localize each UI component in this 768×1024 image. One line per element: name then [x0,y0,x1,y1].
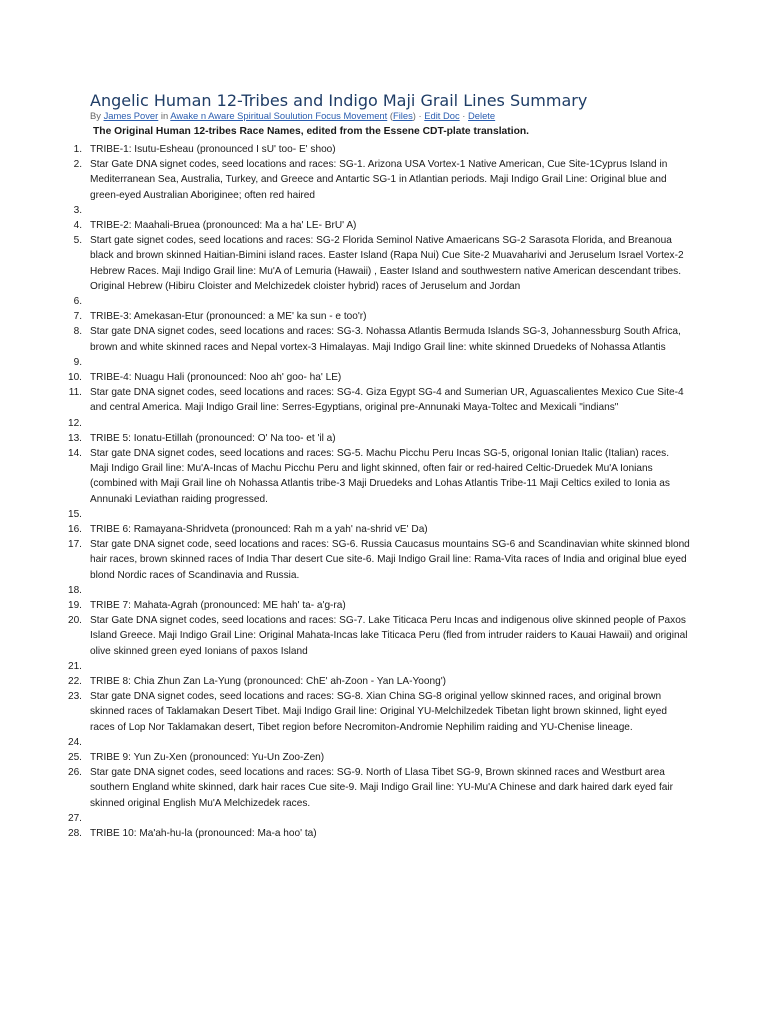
list-item [50,811,690,826]
list-item [50,674,690,689]
list-item-text: TRIBE 10: Ma'ah-hu-la (pronounced: Ma-a hoo' ta) [90,828,317,839]
list-item-number: 11. [68,387,82,399]
list-item-number: 13. [67,432,82,444]
byline-in: in [160,110,169,121]
list-item-text: Start gate signet codes, seed locations and races: SG-2 Florida Seminol Native Amaericans SG-2 Sarasota Florida, and Breanoua black and brown skinned Haitian-Bimini island races. Easter Island (Rapa Nui) Cue Site-2 Muavaharivi and Jeruselum Israel Vortex-2 Hebrew Races. Maji Indigo Grail line: Mu'A of Lemuria (Hawaii) , Easter Island and southwestern native American descendant tribes. Original Hebrew (Hibiru Cloister and Melchizedek cloister hybrid) races of Jeruselum and Jordan [90,235,684,292]
list-item-number: 7. [73,311,82,323]
byline-by: By [90,110,101,121]
list-item [50,583,690,598]
list-item-number: 20. [67,615,82,627]
list-item-text: Star gate DNA signet code, seed locations and races: SG-6. Russia Caucasus mountains SG-6 and Scandinavian white skinned blond hair races, brown skinned races of India Thar desert Cue site-6. Maji Indigo Grail line: Rama-Vita races of India and original blue eyed blond Nordic races of Scandinavia and Russia. [90,539,690,581]
list-item-number: 23. [67,691,82,703]
list-item [50,537,690,583]
list-item [50,324,690,354]
list-item-number: 1. [73,144,82,155]
list-item [50,446,690,507]
list-item [50,598,690,613]
list-item [50,157,690,203]
list-item-text: TRIBE-2: Maahali-Bruea (pronounced: Ma a ha' LE- BrU' A) [90,220,357,231]
list-item [50,416,690,431]
list-item-number: 8. [73,326,82,338]
author-link[interactable]: James Pover [103,110,159,121]
list-item-number: 17. [67,539,82,551]
list-item-text: TRIBE 8: Chia Zhun Zan La-Yung (pronounced: ChE' ah-Zoon - Yan LA-Yoong') [90,676,447,687]
list-item [50,522,690,537]
delete-link[interactable]: Delete [468,110,496,121]
list-item-number: 16. [67,524,82,535]
list-item-text: TRIBE 6: Ramayana-Shridveta (pronounced: Rah m a yah' na-shrid vE' Da) [90,524,428,535]
edit-doc-link[interactable]: Edit Doc [424,110,460,121]
list-item-number: 22. [67,676,82,687]
list-item [50,233,690,294]
list-item [50,431,690,446]
list-item-text: TRIBE 7: Mahata-Agrah (pronounced: ME hah' ta- a'g-ra) [90,600,346,611]
list-item-number: 19. [67,600,82,611]
list-item-number: 26. [67,767,82,779]
list-item [50,203,690,218]
list-item-number: 28. [67,828,82,839]
list-item [50,355,690,370]
list-item-text: Star gate DNA signet codes, seed locations and races: SG-5. Machu Picchu Peru Incas SG-5, origonal Ionian Italic (Italian) races. Maji Indigo Grail line: Mu'A-Incas of Machu Picchu Peru and light skinned, often fair or red-haired Celtic-Druedek Mu'A Ionians (combined with Maji Grail line oh Nohassa Atlantis tribe-3 Maji Druedeks and Lohas Atlantis Tribe-11 Maji Celtics exiled to Ionia as Annunaki Leviathan raiding progressed. [90,448,670,505]
list-item-text: Star gate DNA signet codes, seed locations and races: SG-3. Nohassa Atlantis Bermuda Islands SG-3, Johannessburg South Africa, brown and white skinned races and Nepal vortex-3 Himalayas. Maji Indigo Grail line: white skinned Druedeks of Nohassa Atlantis [90,326,681,353]
list-item-text: Star gate DNA signet codes, seed locations and races: SG-8. Xian China SG-8 original yellow skinned races, and original brown skinned races of Taklamakan Desert Tibet. Maji Indigo Grail line: Original YU-Melchilzedek Tibetan light brown skinned, light eyed races of Lop Nor Taklamakan desert, Tibet region before Necromiton-Andromie Nephilim raiding and YU-Chenise lineage. [90,691,667,733]
list-item [50,659,690,674]
list-item [50,765,690,811]
list-item [50,370,690,385]
list-item-number: 18. [67,584,82,596]
group-link[interactable]: Awake n Aware Spiritual Soulution Focus Movement [170,110,388,121]
list-item [50,735,690,750]
separator-dot: · [418,110,422,121]
list-item-number: 27. [67,812,82,824]
list-item-number: 5. [73,235,82,247]
document-title: Angelic Human 12-Tribes and Indigo Maji Grail Lines Summary [90,91,588,110]
list-item [50,309,690,324]
list-item [50,750,690,765]
list-item [50,385,690,415]
list-item-text: TRIBE-4: Nuagu Hali (pronounced: Noo ah' goo- ha' LE) [90,372,342,383]
list-item-number: 3. [73,204,82,216]
list-item-number: 2. [73,159,82,171]
list-item [50,826,690,841]
list-item-number: 12. [67,417,82,429]
list-item-text: TRIBE-1: Isutu-Esheau (pronounced I sU' too- E' shoo) [90,144,336,155]
separator-dot: · [462,110,466,121]
list-item-text: TRIBE 9: Yun Zu-Xen (pronounced: Yu-Un Zoo-Zen) [90,752,325,763]
list-item-number: 6. [73,296,82,308]
list-item-number: 21. [67,660,82,672]
list-item [50,294,690,309]
list-item-text: Star Gate DNA signet codes, seed locations and races: SG-7. Lake Titicaca Peru Incas and indigenous olive skinned people of Paxos Island Greece. Maji Indigo Grail Line: Original Mahata-Incas lake Titicaca Peru (fled from intruder raiders to Kauai Hawaii) and original olive skinned green eyed Ionians of paxos Island [90,615,688,657]
list-item-number: 10. [67,372,82,383]
list-item-number: 15. [67,508,82,520]
list-item-text: Star gate DNA signet codes, seed locations and races: SG-4. Giza Egypt SG-4 and Sumerian UR, Aguascalientes Mexico Cue Site-4 and central America. Maji Indigo Grail line: Serres-Egyptians, original pre-Annunaki Maya-Toltec and Mexicali "indians" [90,387,684,414]
list-item [50,507,690,522]
list-item-text: Star gate DNA signet codes, seed locations and races: SG-9. North of Llasa Tibet SG-9, Brown skinned races and Westburt area southern England white skinned, dark hair races Cue site-9. Maji Indigo Grail line: YU-Mu'A Chinese and dark haired dark eyed fair skinned original English Mu'A Melchizedek races. [90,767,673,809]
document-subtitle: The Original Human 12-tribes Race Names, edited from the Essene CDT-plate translation. [93,126,530,137]
list-item [50,142,690,157]
files-link[interactable]: Files [392,110,413,121]
list-item [50,218,690,233]
list-item-text: TRIBE 5: Ionatu-Etillah (pronounced: O' Na too- et 'il a) [90,432,336,444]
list-item-number: 14. [67,448,82,459]
list-item [50,613,690,659]
numbered-list [50,142,690,841]
list-item-text: Star Gate DNA signet codes, seed locations and races: SG-1. Arizona USA Vortex-1 Native American, Cue Site-1Cyprus Island in Mediterranean Sea, Australia, Turkey, and Greece and Antartic SG-1 in Atlantian periods. Maji Indigo Grail Line: Original blue and green-eyed Australian Aboriginee; often red haired [90,159,668,201]
list-item [50,689,690,735]
list-item-number: 24. [67,736,82,748]
list-item-number: 9. [73,356,82,368]
list-item-number: 4. [73,220,82,231]
list-item-number: 25. [67,752,82,763]
files-wrapper: (Files) [389,110,416,121]
byline [90,110,495,121]
list-item-text: TRIBE-3: Amekasan-Etur (pronounced: a ME' ka sun - e too'r) [90,311,367,323]
